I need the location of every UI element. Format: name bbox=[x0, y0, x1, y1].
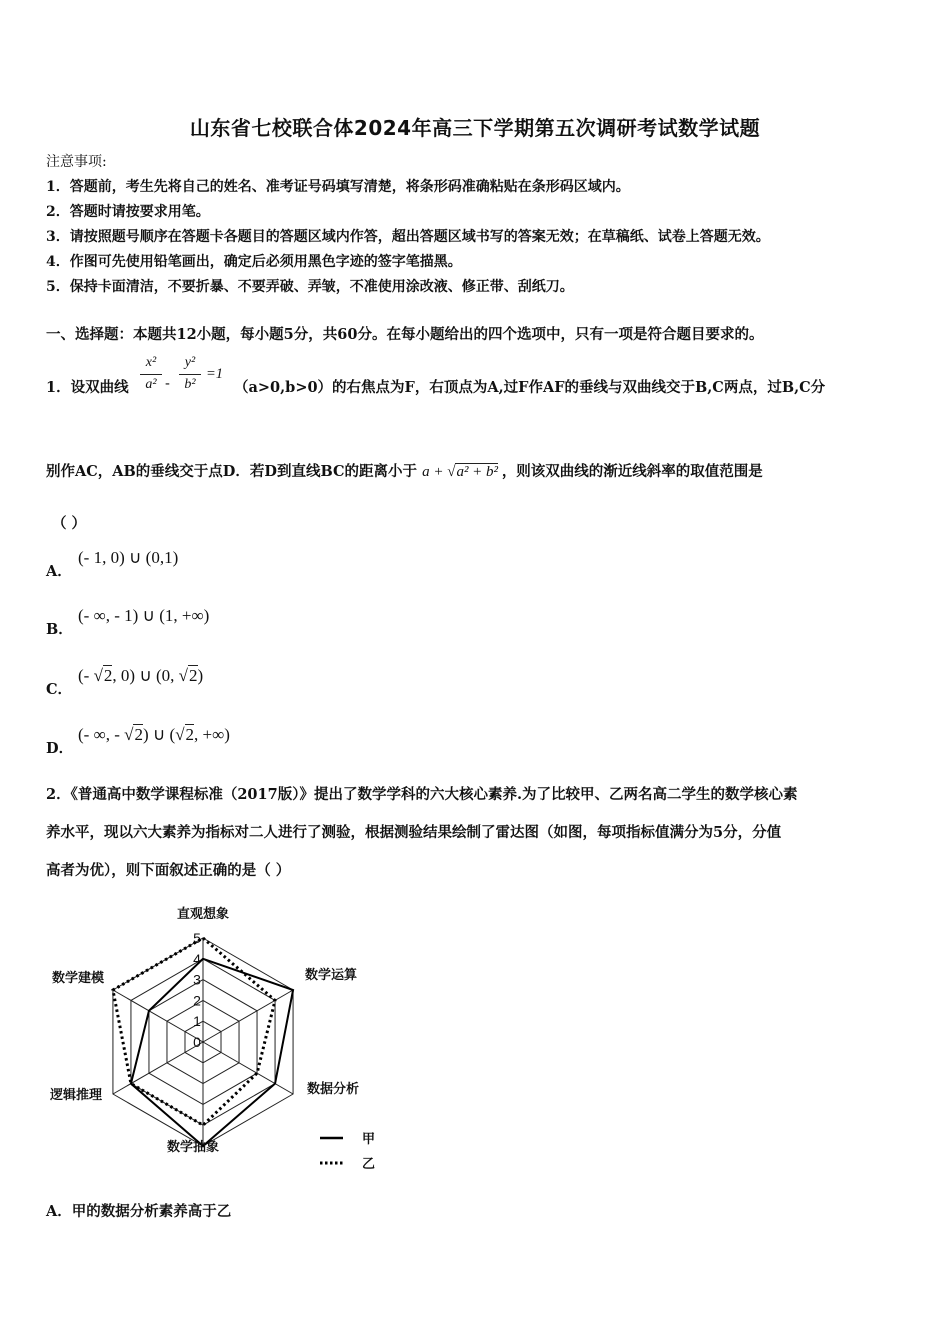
expr-root: 2 bbox=[134, 725, 143, 744]
notes-heading: 注意事项: bbox=[46, 154, 107, 170]
expr-part: ) ∪ (√ bbox=[142, 725, 185, 744]
radar-axis-label: 逻辑推理 bbox=[50, 1088, 103, 1103]
radar-axis-label: 数据分析 bbox=[307, 1082, 360, 1097]
q2-line: 养水平，现以六大素养为指标对二人进行了测验，根据测验结果绘制了雷达图（如图，每项指标值满分为5分，分值 bbox=[46, 824, 782, 841]
radar-tick-label: 3 bbox=[193, 971, 201, 988]
expr-root: 2 bbox=[189, 666, 198, 685]
radar-spoke bbox=[113, 1042, 203, 1094]
radar-chart bbox=[40, 895, 390, 1180]
answer-paren: （ ） bbox=[52, 515, 87, 532]
question-1-line-2 bbox=[46, 460, 763, 481]
q1-minus: - bbox=[165, 376, 170, 392]
option-letter: B． bbox=[46, 621, 73, 638]
radar-tick-label: 4 bbox=[193, 950, 201, 967]
q1-prefix: 1．设双曲线 bbox=[46, 379, 129, 396]
note-item: 5．保持卡面清洁，不要折暴、不要弄破、弄皱，不准使用涂改液、修正带、刮纸刀。 bbox=[46, 279, 574, 295]
option-letter: A． bbox=[46, 563, 72, 580]
option-letter: C． bbox=[46, 681, 73, 698]
expr-part: , 0) ∪ (0, √ bbox=[112, 666, 189, 685]
section-heading: 一、选择题：本题共12小题，每小题5分，共60分。在每小题给出的四个选项中，只有一项是符合题目要求的。 bbox=[46, 326, 764, 343]
page-title: 山东省七校联合体2024年高三下学期第五次调研考试数学试题 bbox=[189, 116, 761, 140]
q1-equals: =1 bbox=[206, 366, 224, 382]
note-item: 4．作图可先使用铅笔画出，确定后必须用黑色字迹的签字笔描黑。 bbox=[46, 254, 462, 270]
radar-tick-label: 2 bbox=[193, 992, 201, 1009]
radar-tick-label: 0 bbox=[193, 1034, 201, 1050]
radar-spoke bbox=[203, 990, 293, 1042]
option-expr bbox=[78, 666, 203, 686]
q1-line2-pre: 别作AC，AB的垂线交于点D．若D到直线BC的距离小于 bbox=[46, 463, 418, 480]
q1-condition: （a>0,b>0）的右焦点为F，右顶点为A,过F作AF的垂线与双曲线交于B,C两点，过B,C分 bbox=[234, 379, 826, 396]
question-2 bbox=[46, 780, 916, 894]
radar-tick-label: 1 bbox=[193, 1013, 201, 1030]
radar-axis-label: 数学建模 bbox=[52, 971, 105, 986]
q1-fraction-x bbox=[140, 352, 162, 395]
option-letter: D． bbox=[46, 740, 74, 757]
expr-root: 2 bbox=[185, 725, 195, 744]
radar-legend-label: 甲 bbox=[362, 1132, 376, 1147]
expr-part: (- √ bbox=[78, 666, 103, 685]
radar-axis-label: 数学运算 bbox=[305, 968, 358, 983]
q2-option-a[interactable]: A．甲的数据分析素养高于乙 bbox=[46, 1203, 232, 1220]
q1-line2-post: ，则该双曲线的渐近线斜率的取值范围是 bbox=[501, 463, 763, 480]
frac-denominator: a² bbox=[145, 377, 157, 392]
radar-axis-label: 直观想象 bbox=[176, 907, 230, 922]
expr-part: (- ∞, - √ bbox=[78, 725, 134, 744]
expr-part: ) bbox=[197, 666, 204, 685]
math-a: a + bbox=[422, 464, 444, 480]
note-item: 1．答题前，考生先将自己的姓名、准考证号码填写清楚，将条形码准确粘贴在条形码区域内。 bbox=[46, 179, 630, 195]
note-item: 3．请按照题号顺序在答题卡各题目的答题区域内作答，超出答题区域书写的答案无效；在草稿纸、试卷上答题无效。 bbox=[46, 229, 770, 245]
radar-legend-label: 乙 bbox=[362, 1157, 376, 1172]
option-expr bbox=[78, 606, 209, 626]
q2-line: 2．《普通高中数学课程标准（2017版）》提出了数学学科的六大核心素养.为了比较甲、乙两名高二学生的数学核心素 bbox=[46, 786, 798, 803]
radar-spoke bbox=[203, 1042, 293, 1094]
option-expr bbox=[78, 725, 230, 745]
q2-line: 高者为优），则下面叙述正确的是（ ） bbox=[46, 862, 291, 879]
q1-distance-expr: a + √a² + b² bbox=[422, 464, 499, 480]
notes-section bbox=[46, 150, 916, 300]
radar-axis-label: 数学抽象 bbox=[166, 1140, 220, 1155]
expr-root: 2 bbox=[103, 666, 113, 685]
note-item: 2．答题时请按要求用笔。 bbox=[46, 204, 210, 220]
expr-part: (- 1, 0) ∪ (0,1) bbox=[78, 548, 179, 567]
q1-fraction-y bbox=[179, 352, 201, 395]
math-root: a² + b² bbox=[456, 464, 499, 480]
frac-numerator: y² bbox=[184, 355, 196, 370]
expr-part: , +∞) bbox=[194, 725, 230, 744]
frac-denominator: b² bbox=[184, 377, 196, 392]
expr-part: (- ∞, - 1) ∪ (1, +∞) bbox=[78, 606, 210, 625]
frac-numerator: x² bbox=[145, 355, 157, 370]
radar-tick-label: 5 bbox=[193, 930, 201, 946]
radar-spoke bbox=[113, 990, 203, 1042]
option-expr bbox=[78, 548, 178, 568]
